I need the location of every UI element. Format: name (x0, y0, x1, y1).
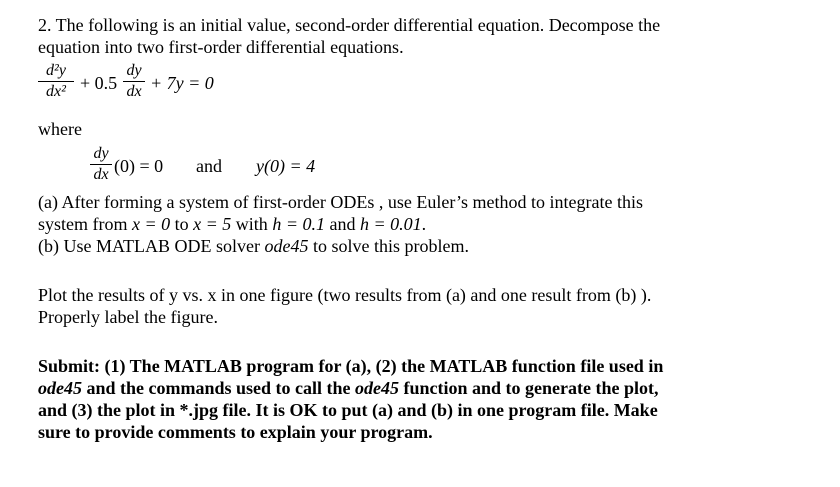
submit-ode45-1: ode45 (38, 378, 82, 398)
x-end: x = 5 (193, 214, 232, 234)
part-a-with: with (231, 214, 273, 234)
initial-condition-1: (0) = 0 (114, 156, 164, 176)
initial-derivative-fraction (90, 145, 112, 184)
equation-rest: + 7y = 0 (150, 73, 214, 93)
part-a-and: and (324, 214, 360, 234)
plot-line-2: Properly label the figure. (38, 307, 218, 327)
submit-line-2 (38, 377, 659, 399)
submit-post: function and to generate the plot, (399, 378, 659, 398)
and-word: and (196, 156, 222, 176)
frac1-numerator: d²y (46, 62, 66, 79)
part-b-text: (b) Use MATLAB ODE solver (38, 236, 265, 256)
submit-ode45-2: ode45 (355, 378, 400, 398)
frac1-denominator: dx² (46, 83, 66, 100)
first-derivative-fraction (123, 62, 145, 101)
initial-condition-2: y(0) = 4 (256, 156, 316, 176)
part-a-line-2 (38, 213, 426, 235)
part-a-period: . (421, 214, 427, 234)
part-b-end: to solve this problem. (308, 236, 469, 256)
ode45-name: ode45 (264, 236, 309, 256)
second-derivative-fraction (38, 62, 74, 101)
initial-frac-numerator: dy (93, 145, 109, 162)
part-b-line (38, 235, 469, 257)
x-start: x = 0 (132, 214, 171, 234)
submit-line-3: and (3) the plot in *.jpg file. It is OK to put (a) and (b) in one program file. Make (38, 400, 658, 420)
part-a-to: to (170, 214, 194, 234)
part-a-text: system from (38, 214, 132, 234)
intro-line-2: equation into two first-order differential equations. (38, 37, 404, 57)
frac2-numerator: dy (126, 62, 142, 79)
step-size-2: h = 0.01 (359, 214, 422, 234)
plot-line-1: Plot the results of y vs. x in one figure (two results from (a) and one result from (b) ). (38, 285, 652, 305)
submit-mid: and the commands used to call the (82, 378, 356, 398)
initial-frac-denominator: dx (93, 166, 109, 183)
step-size-1: h = 0.1 (272, 214, 325, 234)
where-label: where (38, 119, 82, 139)
part-a-line-1: (a) After forming a system of first-order ODEs , use Euler’s method to integrate this (38, 192, 644, 212)
submit-line-4: sure to provide comments to explain your program. (38, 422, 433, 442)
intro-line-1: 2. The following is an initial value, second-order differential equation. Decompose the (38, 15, 661, 35)
equation-plus-coefficient: + 0.5 (80, 73, 118, 93)
submit-line-1: Submit: (1) The MATLAB program for (a), (2) the MATLAB function file used in (38, 356, 664, 376)
frac2-denominator: dx (126, 83, 142, 100)
